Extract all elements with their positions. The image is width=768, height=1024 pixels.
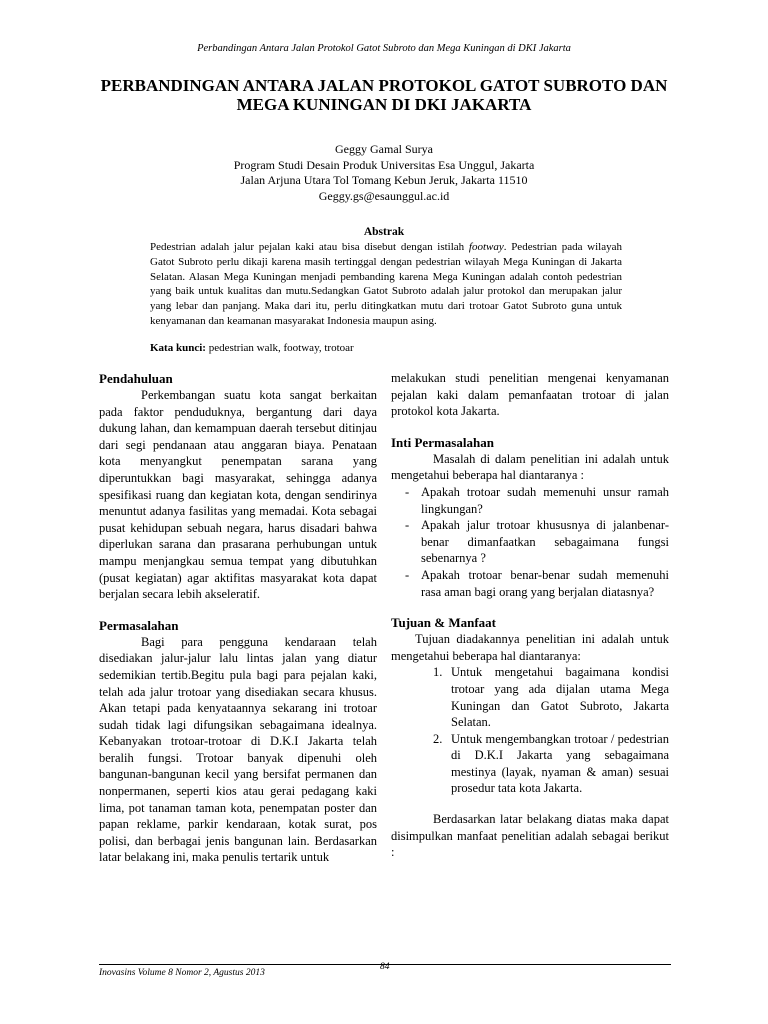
abstract-text-2: . Pedestrian pada wilayah Gatot Subroto perlu dikaji karena masih tertinggal dengan pedestrian wilayah Mega Kuningan di Jakarta Selatan. Alasan Mega Kuningan menjadi pembanding karena Mega Kuningan adalah contoh pedestrian yang baik untuk kualitas dan mutu.Sedangkan Gatot Subroto adalah jalur protokol dan merupakan jalur yang lebar dan panjang. Maka dari itu, perlu ditingkatkan mutu dari trotoar Gatot Subroto guna untuk kenyamanan dan keamanan masyarakat Indonesia maupun asing.: [150, 241, 622, 327]
list-item: [391, 731, 669, 797]
abstract-body: [150, 240, 622, 329]
list-number: 1.: [433, 665, 443, 680]
author-address: Jalan Arjuna Utara Tol Tomang Kebun Jeruk, Jakarta 11510: [240, 173, 528, 187]
tujuan-intro: Tujuan diadakannya penelitian ini adalah untuk mengetahui beberapa hal diantaranya:: [391, 632, 669, 663]
list-marker: -: [405, 484, 410, 499]
right-column: [391, 370, 669, 861]
page-number: 84: [380, 962, 390, 972]
section-heading-pendahuluan: Pendahuluan: [99, 371, 173, 386]
paper-title: [60, 76, 708, 114]
list-item-text: Untuk mengembangkan trotoar / pedestrian di D.K.I Jakarta yang sebagaimana mestinya (layak, nyaman & aman) sesuai prosedur tata kota Jakarta.: [451, 731, 669, 796]
keywords: [150, 342, 622, 354]
abstract-italic-term: footway: [468, 241, 504, 253]
list-item: [391, 484, 669, 517]
continuation-paragraph: melakukan studi penelitian mengenai kenyamanan pejalan kaki dalam pemanfaatan trotoar di jalan protokol kota Jakarta.: [391, 371, 669, 419]
list-marker: -: [405, 518, 410, 533]
list-item: [391, 517, 669, 567]
running-header: Perbandingan Antara Jalan Protokol Gatot Subroto dan Mega Kuningan di DKI Jakarta: [197, 43, 571, 54]
author-block: [0, 142, 768, 204]
conclusion-paragraph: Berdasarkan latar belakang diatas maka dapat disimpulkan manfaat penelitian adalah sebagai berikut :: [391, 812, 669, 860]
abstract-heading: Abstrak: [363, 226, 405, 238]
tujuan-numbered-list: [391, 664, 669, 797]
keywords-label: Kata kunci:: [150, 342, 206, 354]
section-heading-permasalahan: Permasalahan: [99, 617, 179, 633]
title-line-2: MEGA KUNINGAN DI DKI JAKARTA: [236, 95, 532, 114]
inti-intro: Masalah di dalam penelitian ini adalah untuk mengetahui beberapa hal diantaranya :: [391, 451, 669, 483]
section-heading-tujuan-manfaat: Tujuan & Manfaat: [391, 615, 496, 631]
author-name: Geggy Gamal Surya: [335, 142, 433, 156]
permasalahan-paragraph: Bagi para pengguna kendaraan telah disediakan jalur-jalur lalu lintas jalan yang diatur sedemikian tertib.Begitu pula bagi para pejalan kaki, telah ada jalur trotoar yang disediakan secara khusus. Akan tetapi pada kenyataannya sekarang ini trotoar sudah tidak lagi difungsikan sebagaimana idealnya. Kebanyakan trotoar-trotoar di D.K.I Jakarta telah beralih fungsi. Trotoar banyak dipenuhi oleh bangunan-bangunan kecil yang bersifat permanen dan nonpermanen, seperti kios atau gerai pedagang kaki lima, pot tanaman taman kota, penempatan poster dan papan reklame, parkir kendaraan, kotak surat, pos polisi, dan berbagai jenis bangunan lain. Berdasarkan latar belakang ini, maka penulis tertarik untuk: [99, 634, 377, 865]
author-email: Geggy.gs@esaunggul.ac.id: [318, 188, 450, 203]
list-item-text: Apakah trotoar benar-benar sudah memenuhi rasa aman bagi orang yang berjalan diatasnya?: [421, 567, 669, 599]
list-item: [391, 567, 669, 600]
journal-citation: Inovasins Volume 8 Nomor 2, Agustus 2013: [99, 968, 265, 978]
author-affiliation: Program Studi Desain Produk Universitas Esa Unggul, Jakarta: [233, 157, 535, 172]
keywords-value: pedestrian walk, footway, trotoar: [205, 342, 354, 354]
list-item-text: Apakah trotoar sudah memenuhi unsur ramah lingkungan?: [421, 484, 669, 516]
pendahuluan-paragraph: Perkembangan suatu kota sangat berkaitan pada faktor penduduknya, bergantung dari daya dukung lahan, dan kemampuan daerah tersebut ditinjau dari segi pendanaan atau anggaran biaya. Penataan kota menyangkut penempatan sarana yang diperuntukkan bagi masyarakat, sehingga adanya spesifikasi ruang dan kegiatan kota, dengan sendirinya menuntut adanya fasilitas yang memadai. Kota sebagai pusat kehidupan sebuah negara, harus disadari bahwa diperlukan sarana dan prasarana perhubungan untuk mampu menjangkau semua tempat yang dibutuhkan (pusat kegiatan) agar aktifitas masyarakat kota dapat berjalan secara lebih akseleratif.: [99, 388, 377, 602]
list-item: [391, 664, 669, 730]
section-heading-inti-permasalahan: Inti Permasalahan: [391, 434, 494, 450]
list-item-text: Untuk mengetahui bagaimana kondisi trotoar yang ada dijalan utama Mega Kuningan dan Gatot Subroto, Jakarta Selatan.: [451, 665, 669, 730]
title-line-1: PERBANDINGAN ANTARA JALAN PROTOKOL GATOT SUBROTO DAN: [100, 76, 668, 95]
left-column: [99, 370, 377, 866]
list-marker: -: [405, 567, 410, 582]
list-number: 2.: [433, 731, 443, 746]
list-item-text: Apakah jalur trotoar khususnya di jalanbenar-benar dimanfaatkan sebagaimana fungsi sebenarnya ?: [421, 518, 669, 566]
inti-question-list: [391, 484, 669, 600]
abstract-text-1: Pedestrian adalah jalur pejalan kaki atau bisa disebut dengan istilah: [150, 241, 469, 253]
